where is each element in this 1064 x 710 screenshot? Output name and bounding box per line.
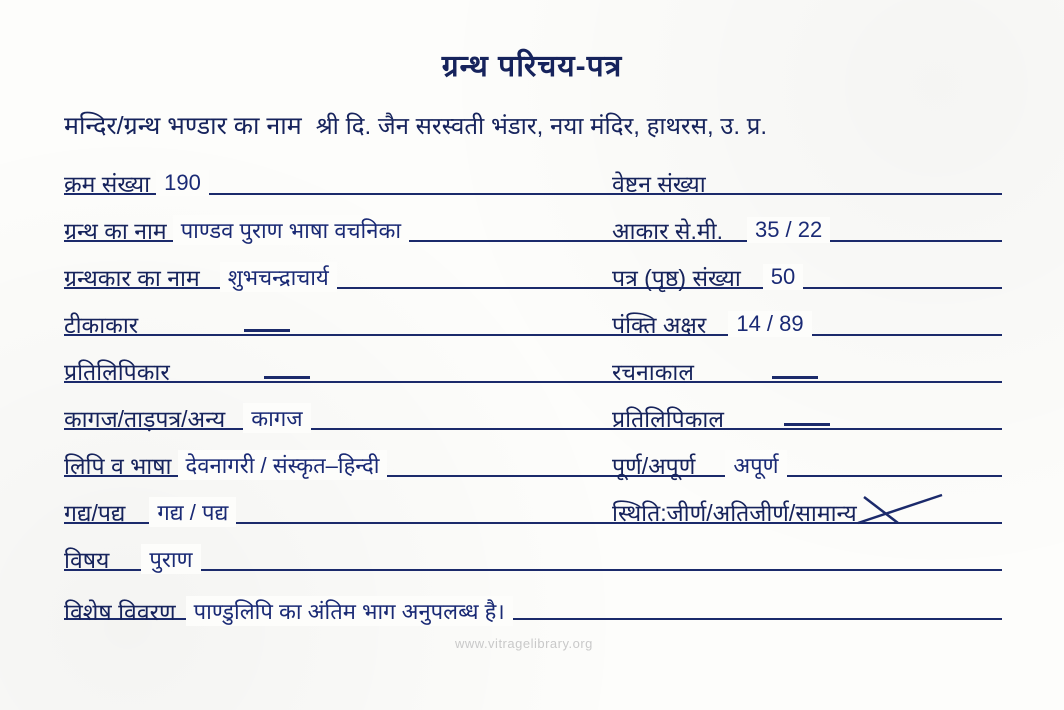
temple-name-value: श्री दि. जैन सरस्वती भंडार, नया मंदिर, हाथरस, उ. प्र. xyxy=(315,113,768,140)
field-label: पूर्ण/अपूर्ण xyxy=(612,453,696,479)
field-value: 190 xyxy=(156,170,209,196)
field-crama-sankhya xyxy=(64,160,612,206)
field-value: अपूर्ण xyxy=(725,450,786,480)
field-label: ग्रन्थ का नाम xyxy=(64,218,167,244)
field-gadya-padya xyxy=(64,489,612,535)
field-tikakar xyxy=(64,301,612,347)
field-label: कागज/ताड़पत्र/अन्य xyxy=(64,406,226,432)
field-patra-sankhya xyxy=(612,254,1002,300)
field-veshtan-sankhya xyxy=(612,160,1002,206)
field-purna-apurna xyxy=(612,442,1002,488)
temple-name-label: मन्दिर/ग्रन्थ भण्डार का नाम xyxy=(64,112,302,140)
field-label: पंक्ति अक्षर xyxy=(612,312,707,338)
blank-strike xyxy=(264,376,310,379)
field-pankti-akshar xyxy=(612,301,1002,347)
field-row-6 xyxy=(64,395,1002,441)
blank-strike xyxy=(244,329,290,332)
field-label: लिपि व भाषा xyxy=(64,453,172,479)
field-lipi-bhasha xyxy=(64,442,612,488)
field-value: पुराण xyxy=(141,544,200,574)
field-value: शुभचन्द्राचार्य xyxy=(220,262,337,292)
field-rachnakal xyxy=(612,348,1002,394)
field-vishesh-vivaran xyxy=(64,588,1002,634)
field-pratilipikar xyxy=(64,348,612,394)
field-label: विशेष विवरण xyxy=(64,599,176,625)
page-title: ग्रन्थ परिचय-पत्र xyxy=(441,50,623,83)
field-value: 35 / 22 xyxy=(747,217,830,243)
field-label: गद्य/पद्य xyxy=(64,500,126,526)
field-row-1 xyxy=(64,160,1002,206)
field-rule xyxy=(64,569,1002,571)
field-label: स्थिति:जीर्ण/अतिजीर्ण/सामान्य xyxy=(612,500,857,526)
field-label: विषय xyxy=(64,547,110,573)
blank-strike xyxy=(772,376,818,379)
field-sthiti xyxy=(612,489,1002,535)
field-label: टीकाकार xyxy=(64,312,139,338)
field-row-5 xyxy=(64,348,1002,394)
field-row-4 xyxy=(64,301,1002,347)
field-aakar-cm xyxy=(612,207,1002,253)
field-rule xyxy=(64,522,612,524)
field-label: प्रतिलिपिकार xyxy=(64,359,170,385)
field-granth-ka-naam xyxy=(64,207,612,253)
blank-strike xyxy=(784,423,830,426)
field-label: रचनाकाल xyxy=(612,359,694,385)
field-kagaz-tadpatra xyxy=(64,395,612,441)
field-vishay xyxy=(64,536,1002,582)
field-value: 50 xyxy=(763,264,803,290)
field-rule xyxy=(64,334,612,336)
field-label: पत्र (पृष्ठ) संख्या xyxy=(612,265,741,291)
field-granthkar-ka-naam xyxy=(64,254,612,300)
watermark: www.vitragelibrary.org xyxy=(455,636,593,651)
field-value: पाण्डव पुराण भाषा वचनिका xyxy=(173,215,409,245)
field-label: वेष्टन संख्या xyxy=(612,171,706,197)
field-row-3 xyxy=(64,254,1002,300)
field-row-8 xyxy=(64,489,1002,535)
field-row-9 xyxy=(64,536,1002,582)
temple-name-row xyxy=(64,108,1024,142)
field-value: गद्य / पद्य xyxy=(149,497,236,527)
field-row-2 xyxy=(64,207,1002,253)
field-label: प्रतिलिपिकाल xyxy=(612,406,724,432)
field-label: क्रम संख्या xyxy=(64,171,151,197)
field-value: कागज xyxy=(243,403,310,433)
field-label: ग्रन्थकार का नाम xyxy=(64,265,200,291)
field-label: आकार से.मी. xyxy=(612,218,723,244)
field-row-7 xyxy=(64,442,1002,488)
field-value: देवनागरी / संस्कृत–हिन्दी xyxy=(178,450,388,480)
field-pratilipikal xyxy=(612,395,1002,441)
field-value: पाण्डुलिपि का अंतिम भाग अनुपलब्ध है। xyxy=(186,596,513,626)
field-value: 14 / 89 xyxy=(728,311,811,337)
